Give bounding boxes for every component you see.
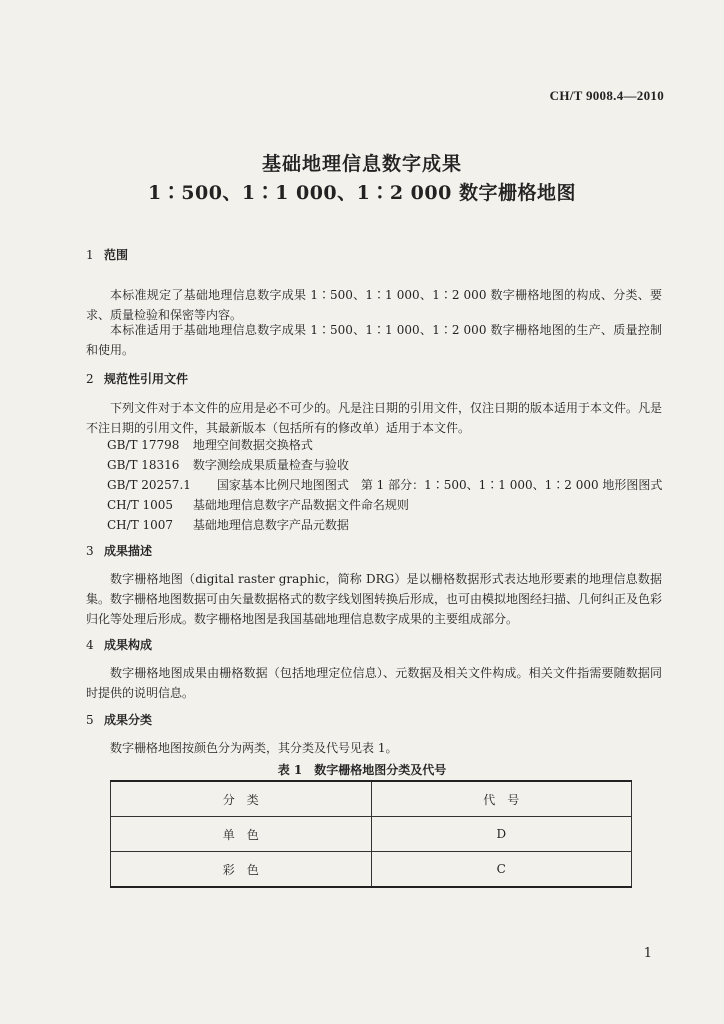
reference-title: 地理空间数据交换格式 — [192, 438, 313, 452]
reference-item — [107, 456, 349, 473]
section-number: 5 — [86, 713, 94, 727]
reference-title: 基础地理信息数字产品元数据 — [192, 518, 349, 532]
document-subtitle: 1∶500、1∶1 000、1∶2 000 数字栅格地图 — [148, 182, 576, 204]
standard-code: CH/T 9008.4—2010 — [549, 88, 664, 103]
reference-code: CH/T 1005 — [107, 498, 174, 512]
reference-code: GB/T 20257.1 — [107, 478, 191, 492]
section-number: 1 — [86, 248, 94, 262]
reference-item — [107, 436, 313, 453]
table-header-row — [111, 781, 632, 817]
section-number: 3 — [86, 544, 94, 558]
paragraph-scope-1: 本标准规定了基础地理信息数字成果 1∶500、1∶1 000、1∶2 000 数字栅格地图的构成、分类、要求、质量检验和保密等内容。 — [86, 288, 662, 322]
reference-title: 基础地理信息数字产品数据文件命名规则 — [192, 498, 409, 512]
section-heading-references — [86, 370, 188, 387]
table-row — [111, 852, 632, 888]
reference-code: GB/T 18316 — [107, 458, 180, 472]
section-heading-description — [86, 542, 152, 559]
table-cell: D — [371, 817, 632, 852]
table-cell: C — [371, 852, 632, 888]
reference-title: 数字测绘成果质量检查与验收 — [192, 458, 349, 472]
table-caption: 表 1 数字栅格地图分类及代号 — [277, 763, 447, 777]
reference-title: 国家基本比例尺地图图式 第 1 部分：1∶500、1∶1 000、1∶2 000 地形图图式 — [216, 478, 663, 492]
table-header-cell: 分 类 — [111, 781, 372, 817]
document-title: 基础地理信息数字成果 — [261, 153, 462, 175]
section-heading-classification — [86, 711, 152, 728]
section-title: 成果分类 — [104, 713, 153, 727]
paragraph-composition: 数字栅格地图成果由栅格数据（包括地理定位信息）、元数据及相关文件构成。相关文件指需要随数据同时提供的说明信息。 — [86, 666, 662, 700]
reference-code: GB/T 17798 — [107, 438, 180, 452]
table-cell: 单 色 — [111, 817, 372, 852]
reference-item — [107, 516, 349, 533]
table-cell: 彩 色 — [111, 852, 372, 888]
section-heading-scope — [86, 246, 128, 263]
paragraph-classification: 数字栅格地图按颜色分为两类，其分类及代号见表 1。 — [110, 741, 398, 755]
section-number: 4 — [86, 638, 94, 652]
section-title: 成果构成 — [104, 638, 153, 652]
section-title: 范围 — [104, 248, 129, 262]
classification-table — [110, 780, 632, 888]
paragraph-references-intro: 下列文件对于本文件的应用是必不可少的。凡是注日期的引用文件，仅注日期的版本适用于本文件。凡是不注日期的引用文件，其最新版本（包括所有的修改单）适用于本文件。 — [86, 401, 663, 435]
page-number: 1 — [643, 946, 652, 961]
section-heading-composition — [86, 636, 152, 653]
reference-code: CH/T 1007 — [107, 518, 174, 532]
table-header-cell: 代 号 — [371, 781, 632, 817]
section-title: 成果描述 — [104, 544, 153, 558]
reference-item — [107, 476, 662, 493]
section-title: 规范性引用文件 — [104, 372, 189, 386]
table-row — [111, 817, 632, 852]
paragraph-description: 数字栅格地图（digital raster graphic，简称 DRG）是以栅格数据形式表达地形要素的地理信息数据集。数字栅格地图数据可由矢量数据格式的数字线划图转换后形成，也可由模拟地图经扫描、几何纠正及色彩归化等处理后形成。数字栅格地图是我国基础地理信息数字成果的主要组成部分。 — [86, 572, 663, 626]
reference-item — [107, 496, 409, 513]
section-number: 2 — [86, 372, 94, 386]
paragraph-scope-2: 本标准适用于基础地理信息数字成果 1∶500、1∶1 000、1∶2 000 数字栅格地图的生产、质量控制和使用。 — [86, 323, 662, 357]
